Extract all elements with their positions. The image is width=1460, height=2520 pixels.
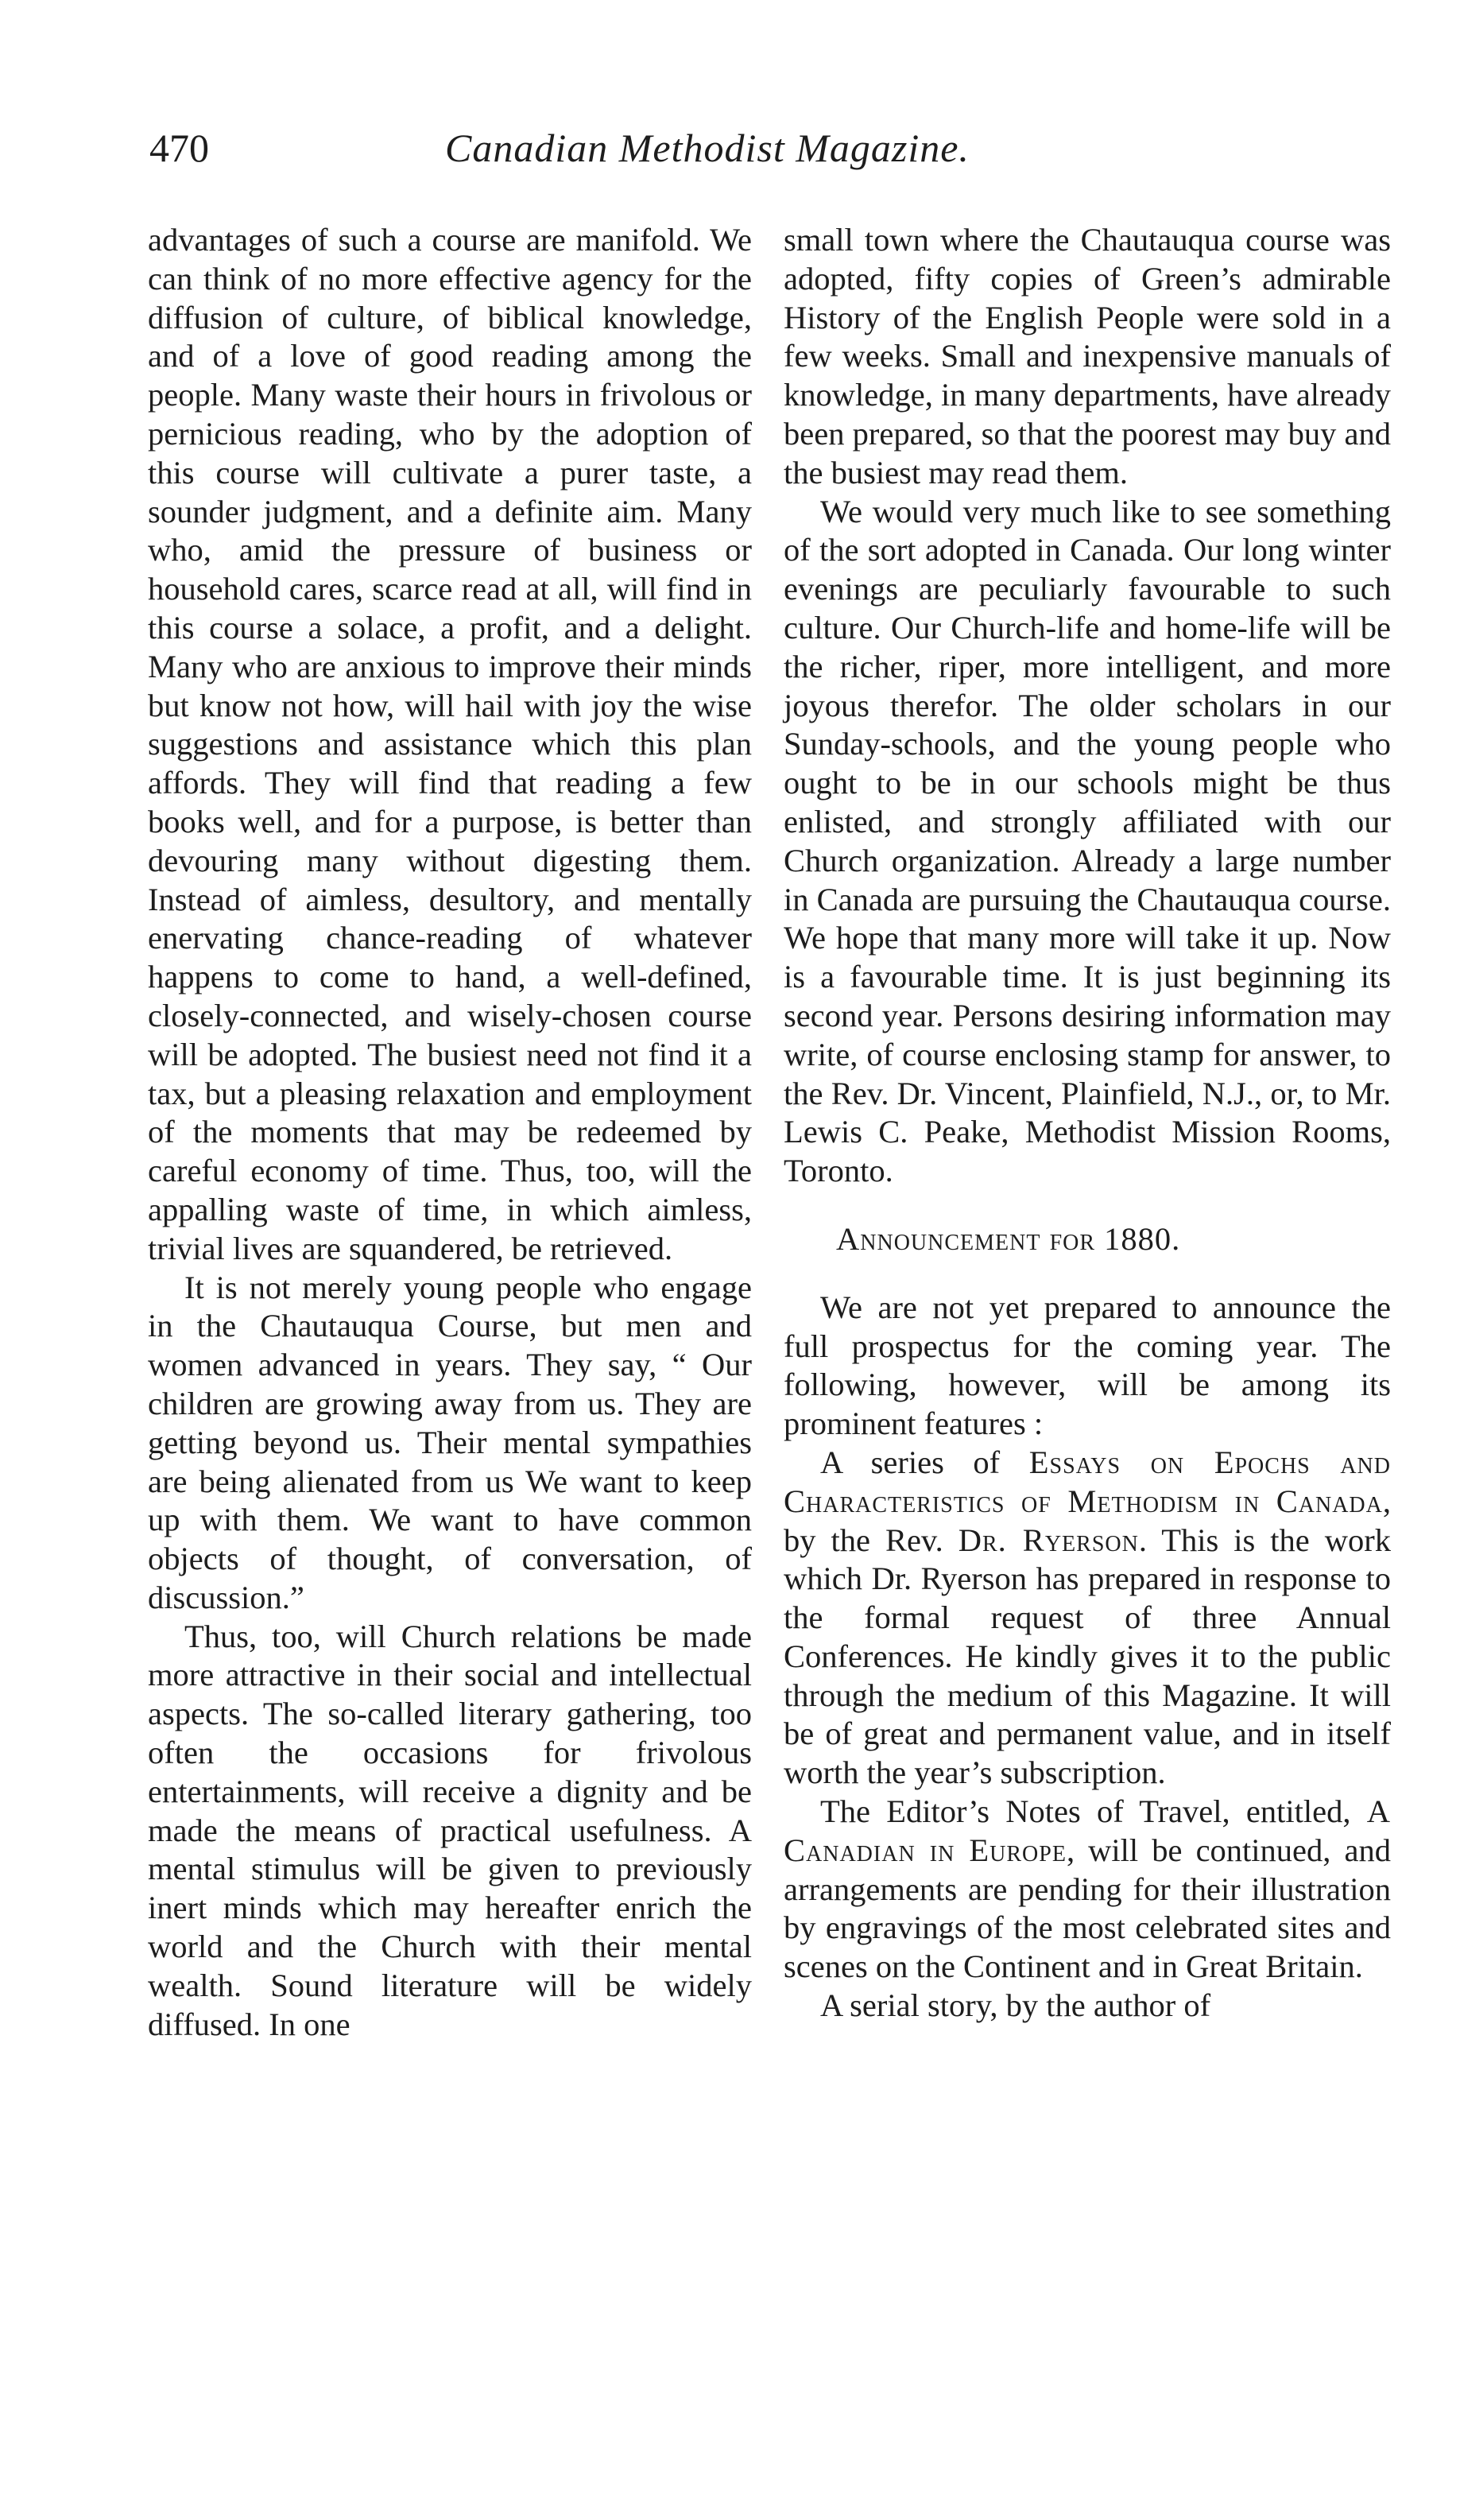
travel-lead: The Editor’s Notes of Travel, entitled,: [820, 1793, 1367, 1830]
running-title: Canadian Methodist Magazine.: [445, 126, 970, 170]
left-paragraph-3: Thus, too, will Church relations be made more attractive in their social and intellectual aspects. The so-called literary gathering, too often the occasions for frivolous entertainments, will receive a dignity and be made the means of practical usefulness. A mental stimulus will be given to previously inert minds which may hereafter enrich the world and the Church with their mental wealth. Sound literature will be widely diffused. In one: [148, 1618, 752, 2042]
right-column: [784, 221, 1391, 2026]
essays-paragraph: [784, 1444, 1391, 1793]
announcement-heading: Announcement for 1880.: [836, 1220, 1181, 1257]
page-number: 470: [149, 126, 209, 170]
left-paragraph-2: It is not merely young people who engage in the Chautauqua Course, but men and women advanced in years. They say, “ Our children are growing away from us. They are getting beyond us. Their mental sympathies are being alienated from us We want to keep up with them. We want to have common objects of thought, of conversation, of discussion.”: [148, 1269, 752, 1615]
essays-title: Essays on Epochs and Characteristics of Methodism in Canada: [784, 1444, 1391, 1519]
essays-mid: , by the Rev.: [784, 1483, 1391, 1558]
serial-paragraph: A serial story, by the author of: [820, 1987, 1211, 2024]
travel-title: A Canadian in Europe: [784, 1793, 1391, 1868]
travel-tail: , will be continued, and arrangements are pending for their illustration by engravings of the most celebrated sites and scenes on the Continent and in Great Britain.: [784, 1832, 1391, 1985]
announcement-intro: We are not yet prepared to announce the full prospectus for the coming year. The following, however, will be among its prominent features :: [784, 1289, 1391, 1442]
left-column: [148, 221, 752, 2044]
right-paragraph-2: We would very much like to see something of the sort adopted in Canada. Our long winter evenings are peculiarly favourable to such culture. Our Church-life and home-life will be the richer, riper, more intelligent, and more joyous therefor. The older scholars in our Sunday-schools, and the young people who ought to be in our schools might be thus enlisted, and strongly affiliated with our Church organization. Already a large number in Canada are pursuing the Chautauqua course. We hope that many more will take it up. Now is a favourable time. It is just beginning its second year. Persons desiring information may write, of course enclosing stamp for answer, to the Rev. Dr. Vincent, Plainfield, N.J., or, to Mr. Lewis C. Peake, Methodist Mission Rooms, Toronto.: [784, 493, 1391, 1189]
essays-lead: A series of: [820, 1444, 1029, 1480]
essays-tail: . This is the work which Dr. Ryerson has prepared in response to the formal request of three Annual Conferences. He kindly gives it to the public through the medium of this Magazine. It will be of great and permanent value, and in itself worth the year’s subscription.: [784, 1522, 1392, 1791]
essays-author: Dr. Ryerson: [958, 1522, 1139, 1558]
right-paragraph-1: small town where the Chautauqua course was adopted, fifty copies of Green’s admirable History of the English People were sold in a few weeks. Small and inexpensive manuals of knowledge, in many departments, have already been prepared, so that the poorest may buy and the busiest may read them.: [784, 222, 1391, 490]
travel-paragraph: [784, 1793, 1391, 1987]
left-paragraph-1: advantages of such a course are manifold. We can think of no more effective agency for the diffusion of culture, of biblical knowledge, and of a love of good reading among the people. Many waste their hours in frivolous or pernicious reading, who by the adoption of this course will cultivate a purer taste, a sounder judgment, and a definite aim. Many who, amid the pressure of business or household cares, scarce read at all, will find in this course a solace, a profit, and a delight. Many who are anxious to improve their minds but know not how, will hail with joy the wise suggestions and assistance which this plan affords. They will find that reading a few books well, and for a purpose, is better than devouring many without digesting them. Instead of aimless, desultory, and mentally enervating chance-reading of whatever happens to come to hand, a well-defined, closely-connected, and wisely-chosen course will be adopted. The busiest need not find it a tax, but a pleasing relaxation and employment of the moments that may be redeemed by careful economy of time. Thus, too, will the appalling waste of time, in which aimless, trivial lives are squandered, be retrieved.: [148, 222, 752, 1266]
